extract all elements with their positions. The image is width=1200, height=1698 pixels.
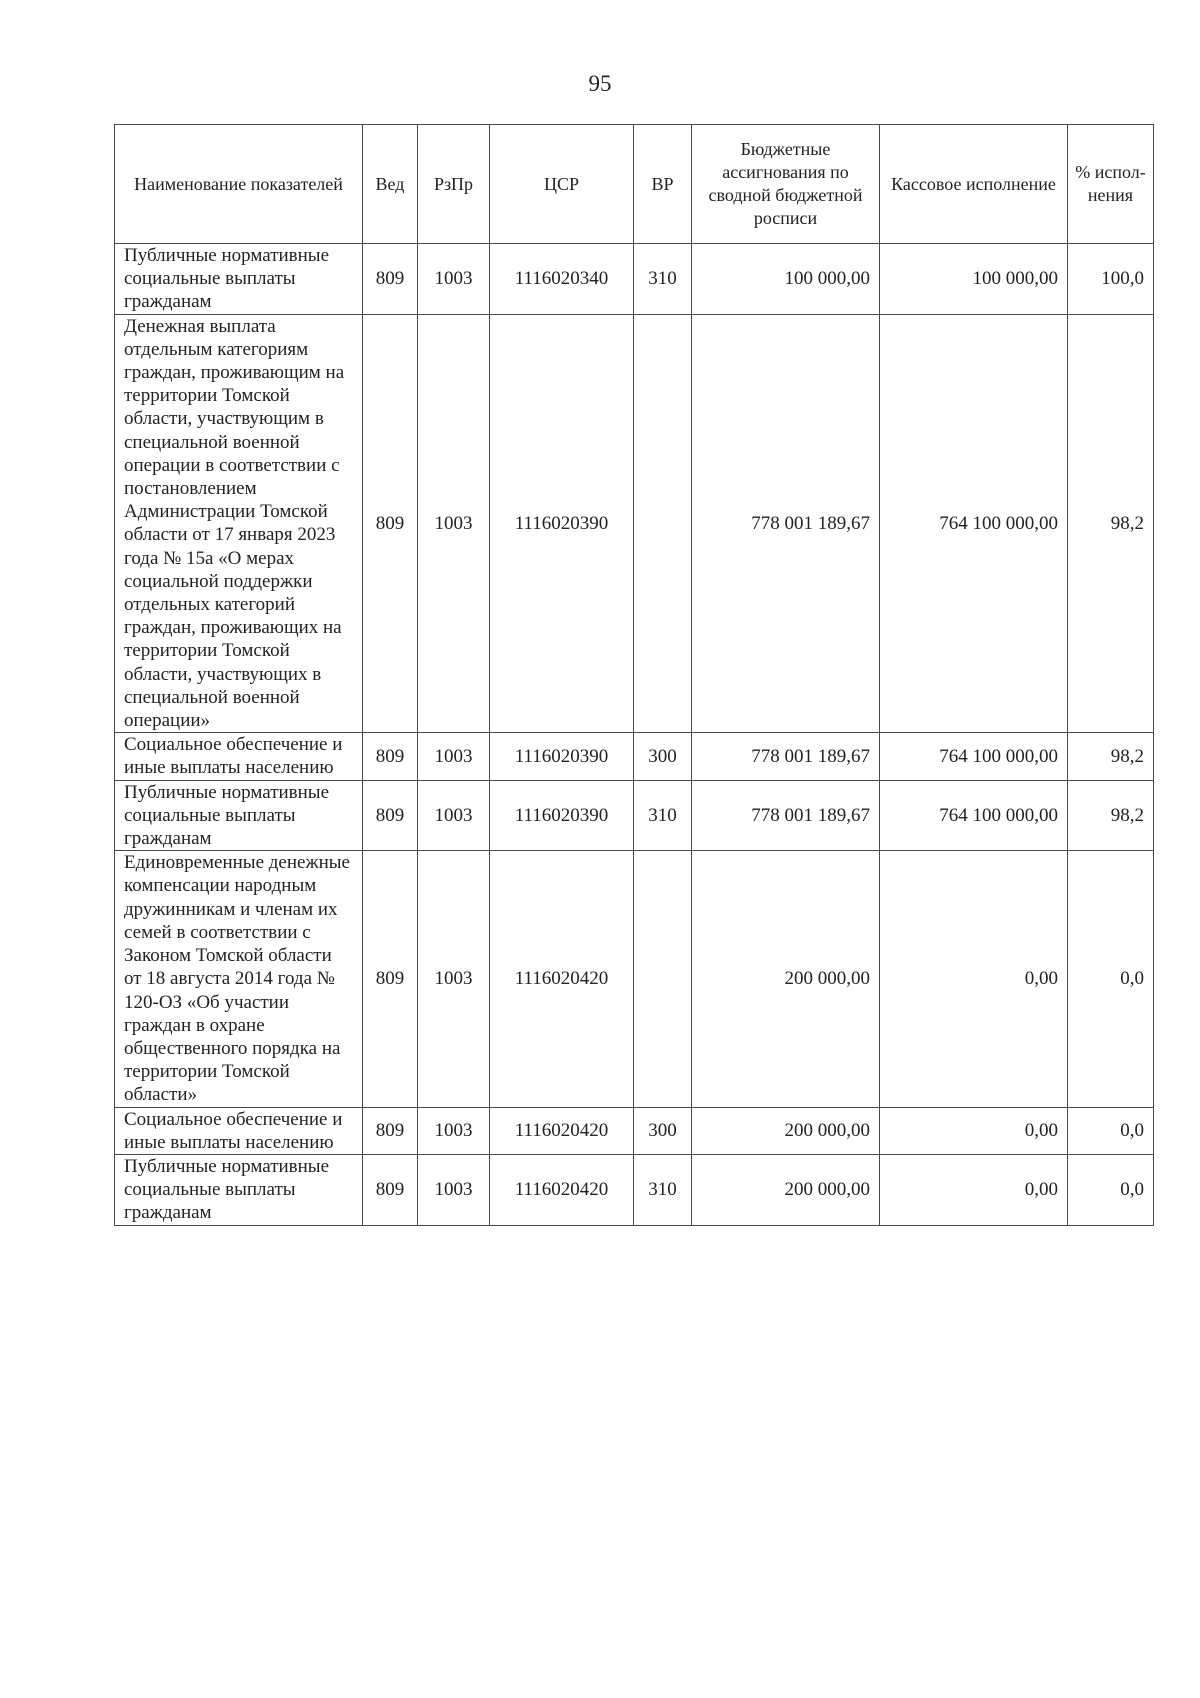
header-vr: ВР — [634, 125, 692, 244]
page-number: 95 — [588, 71, 612, 96]
cell-vr: 310 — [634, 780, 692, 851]
cell-ved: 809 — [363, 733, 418, 780]
cell-percent: 100,0 — [1068, 244, 1154, 315]
cell-csr: 1116020390 — [490, 314, 634, 733]
cell-percent: 0,0 — [1068, 1154, 1154, 1225]
table-row — [115, 1154, 1154, 1225]
cell-ved: 809 — [363, 851, 418, 1107]
cell-percent: 98,2 — [1068, 314, 1154, 733]
cell-vr — [634, 851, 692, 1107]
cell-executed: 764 100 000,00 — [880, 314, 1068, 733]
cell-name: Публичные нормативные социальные выплаты гражданам — [115, 1154, 363, 1225]
cell-rzpr: 1003 — [418, 780, 490, 851]
cell-vr: 310 — [634, 244, 692, 315]
cell-assigned: 200 000,00 — [692, 851, 880, 1107]
cell-rzpr: 1003 — [418, 851, 490, 1107]
cell-assigned: 778 001 189,67 — [692, 733, 880, 780]
cell-csr: 1116020420 — [490, 1107, 634, 1154]
cell-rzpr: 1003 — [418, 733, 490, 780]
table-header-row — [115, 125, 1154, 244]
cell-csr: 1116020390 — [490, 780, 634, 851]
budget-table — [114, 124, 1154, 1226]
table-row — [115, 851, 1154, 1107]
cell-assigned: 200 000,00 — [692, 1154, 880, 1225]
cell-vr: 300 — [634, 733, 692, 780]
header-csr: ЦСР — [490, 125, 634, 244]
cell-name: Социальное обеспечение и иные выплаты населению — [115, 1107, 363, 1154]
cell-assigned: 778 001 189,67 — [692, 314, 880, 733]
cell-name: Единовременные денежные компенсации народным дружинникам и членам их семей в соответствии с Законом Томской области от 18 августа 2014 года № 120-ОЗ «Об участии граждан в охране общественного порядка на территории Томской области» — [115, 851, 363, 1107]
cell-executed: 764 100 000,00 — [880, 780, 1068, 851]
table-row — [115, 733, 1154, 780]
cell-percent: 0,0 — [1068, 851, 1154, 1107]
cell-vr: 300 — [634, 1107, 692, 1154]
cell-ved: 809 — [363, 780, 418, 851]
cell-name: Публичные нормативные социальные выплаты гражданам — [115, 780, 363, 851]
cell-rzpr: 1003 — [418, 1154, 490, 1225]
cell-rzpr: 1003 — [418, 1107, 490, 1154]
cell-vr — [634, 314, 692, 733]
table-row — [115, 1107, 1154, 1154]
header-name: Наименование показателей — [115, 125, 363, 244]
cell-rzpr: 1003 — [418, 314, 490, 733]
header-rzpr: РзПр — [418, 125, 490, 244]
cell-assigned: 200 000,00 — [692, 1107, 880, 1154]
cell-executed: 100 000,00 — [880, 244, 1068, 315]
cell-assigned: 778 001 189,67 — [692, 780, 880, 851]
cell-ved: 809 — [363, 1154, 418, 1225]
cell-name: Социальное обеспечение и иные выплаты населению — [115, 733, 363, 780]
cell-csr: 1116020420 — [490, 851, 634, 1107]
header-assigned: Бюджетные ассигнования по сводной бюджетной росписи — [692, 125, 880, 244]
cell-csr: 1116020420 — [490, 1154, 634, 1225]
cell-percent: 0,0 — [1068, 1107, 1154, 1154]
cell-assigned: 100 000,00 — [692, 244, 880, 315]
cell-csr: 1116020390 — [490, 733, 634, 780]
cell-ved: 809 — [363, 314, 418, 733]
header-percent: % испол-нения — [1068, 125, 1154, 244]
header-ved: Вед — [363, 125, 418, 244]
cell-percent: 98,2 — [1068, 733, 1154, 780]
cell-vr: 310 — [634, 1154, 692, 1225]
cell-name: Публичные нормативные социальные выплаты гражданам — [115, 244, 363, 315]
cell-executed: 0,00 — [880, 1154, 1068, 1225]
cell-name: Денежная выплата отдельным категориям граждан, проживающим на территории Томской области, участвующим в специальной военной операции в соответствии с постановлением Администрации Томской области от 17 января 2023 года № 15а «О мерах социальной поддержки отдельных категорий граждан, проживающих на территории Томской области, участвующих в специальной военной операции» — [115, 314, 363, 733]
cell-executed: 0,00 — [880, 851, 1068, 1107]
table-row — [115, 314, 1154, 733]
cell-csr: 1116020340 — [490, 244, 634, 315]
cell-rzpr: 1003 — [418, 244, 490, 315]
table-row — [115, 244, 1154, 315]
table-row — [115, 780, 1154, 851]
cell-ved: 809 — [363, 244, 418, 315]
cell-percent: 98,2 — [1068, 780, 1154, 851]
cell-executed: 0,00 — [880, 1107, 1068, 1154]
cell-executed: 764 100 000,00 — [880, 733, 1068, 780]
header-executed: Кассовое исполнение — [880, 125, 1068, 244]
cell-ved: 809 — [363, 1107, 418, 1154]
